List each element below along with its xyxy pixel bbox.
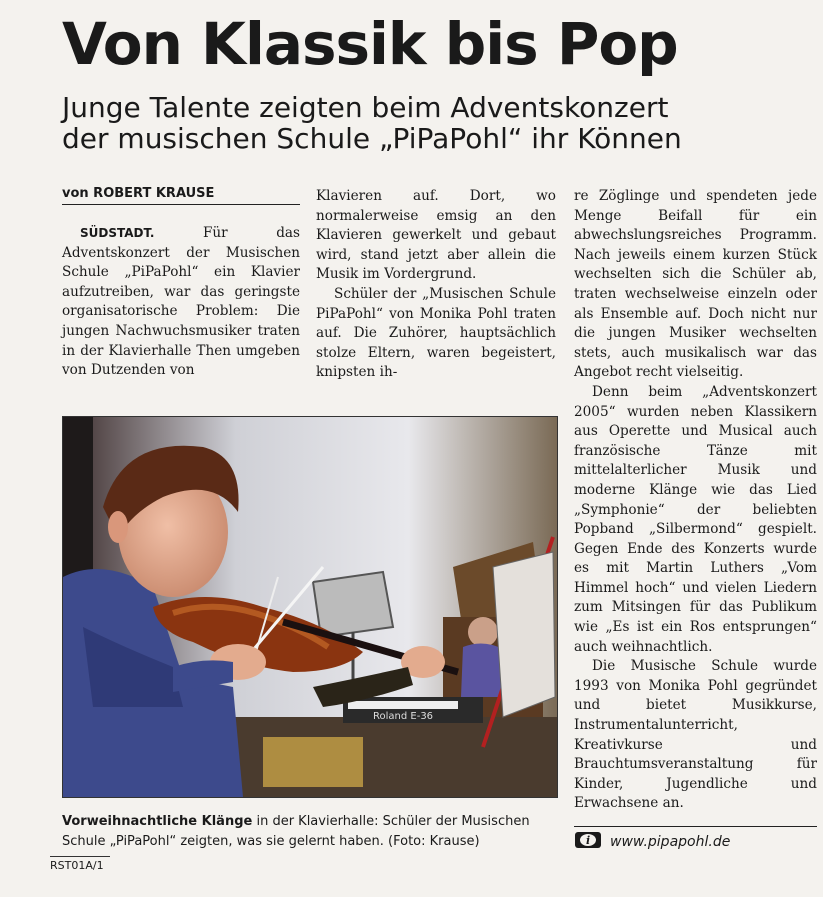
- paragraph: Klavieren auf. Dort, wo normalerweise emsig an den Klavieren gewerkelt und gebaut wird, stand jetzt aber allein die Musik im Vordergrund.: [316, 188, 556, 283]
- website-link[interactable]: www.pipapohl.de: [610, 834, 731, 850]
- info-icon: [574, 831, 602, 853]
- svg-text:i: i: [586, 834, 591, 847]
- subheadline-line-2: der musischen Schule „PiPaPohl“ ihr Können: [62, 122, 682, 155]
- article-column-1: [62, 224, 300, 381]
- paragraph: Denn beim „Adventskonzert 2005“ wurden neben Klassikern aus Operette und Musical auch französische Tänze mit mittelalterlicher Musik und moderne Klänge wie das Lied „Symphonie“ der beliebten Popband „Silbermond“ gespielt. Gegen Ende des Konzerts wurde es mit Martin Luthers „Vom Himmel hoch“ und vielen Liedern zum Mitsingen für das Publikum wie „Es ist ein Ros entsprungen“ auch weihnachtlich.: [574, 383, 817, 655]
- paragraph: [62, 224, 300, 381]
- photo-illustration: [63, 417, 557, 797]
- dateline: SÜDSTADT.: [80, 226, 155, 240]
- concert-photo: [62, 416, 558, 798]
- caption-title: Vorweihnachtliche Klänge: [62, 814, 253, 829]
- paragraph: Schüler der „Musischen Schule PiPaPohl“ von Monika Pohl traten auf. Die Zuhörer, hauptsächlich stolze Eltern, waren begeistert, knipsten ih-: [316, 285, 556, 381]
- page-code: RST01A/1: [50, 856, 110, 872]
- paragraph: re Zöglinge und spendeten jede Menge Beifall für ein abwechslungsreiches Programm. Nach jeweils einem kurzen Stück wechselten sich die Schüler ab, traten wechselweise einzeln oder als Ensemble auf. Doch nicht nur die jungen Musiker wechselten stets, auch musikalisch war das Angebot recht vielseitig.: [574, 188, 817, 381]
- headline: Von Klassik bis Pop: [62, 10, 678, 78]
- article-column-3: [574, 187, 817, 814]
- subheadline: [62, 92, 682, 154]
- paragraph-text: Für das Adventskonzert der Musischen Schule „PiPaPohl“ ein Klavier aufzutreiben, war das geringste organisatorische Problem: Die jungen Nachwuchsmusiker traten in der Klavierhalle Then umgeben von Dutzenden von: [62, 225, 300, 379]
- web-link-box: [574, 826, 817, 853]
- photo-caption: [62, 812, 556, 852]
- caption-text: in der Klavierhalle: Schüler der Musischen Schule „PiPaPohl“ zeigten, was sie gelernt haben. (Foto: Krause): [62, 814, 530, 849]
- keyboard-label: Roland E-36: [373, 711, 434, 722]
- article-column-2: [316, 187, 556, 383]
- paragraph: Die Musische Schule wurde 1993 von Monika Pohl gegründet und bietet Musikkurse, Instrumentalunterricht, Kreativkurse und Brauchtumsveranstaltung für Kinder, Jugendliche und Erwachsene an.: [574, 658, 817, 812]
- subheadline-line-1: Junge Talente zeigten beim Adventskonzert: [62, 91, 669, 124]
- byline: von ROBERT KRAUSE: [62, 186, 300, 205]
